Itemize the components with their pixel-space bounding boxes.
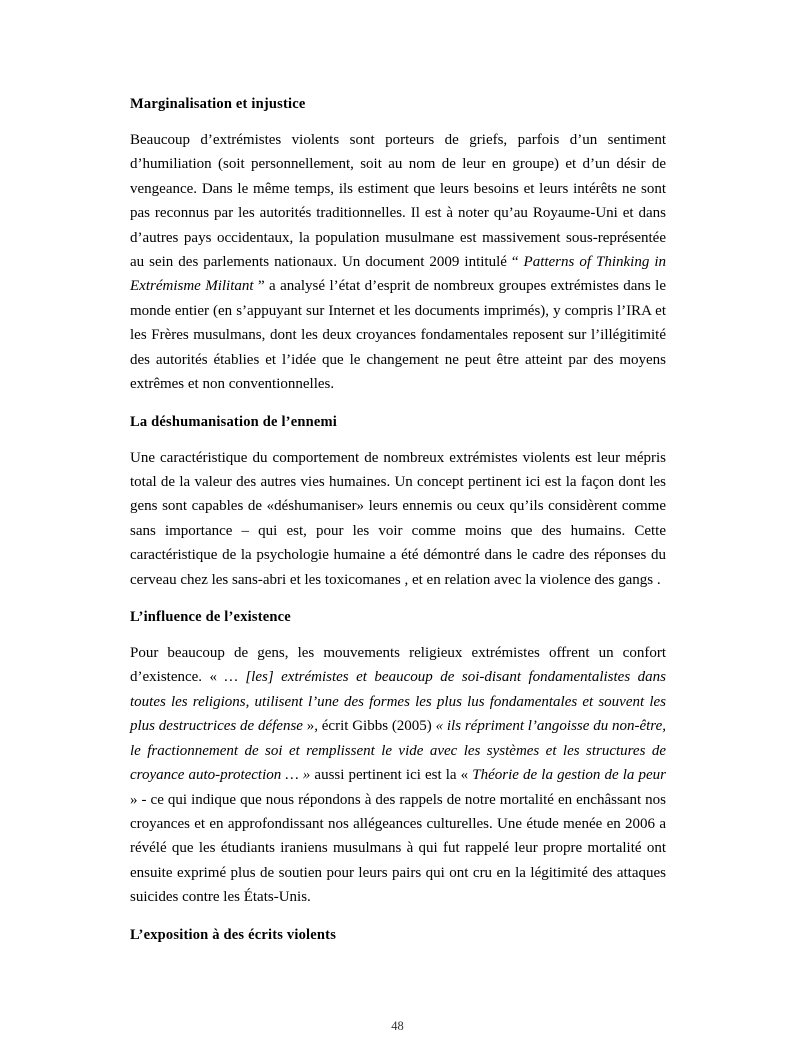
section-heading-influence: L’influence de l’existence [130,609,291,626]
page-content [130,95,666,959]
section-paragraph-marginalisation: Beaucoup d’extrémistes violents sont porteurs de griefs, parfois d’un sentiment d’humiliation (soit personnellement, soit au nom de leur en groupe) et d’un désir de vengeance. Dans le même temps, ils estiment que leurs besoins et leurs intérêts ne sont pas reconnus par les autorités traditionnelles. Il est à noter qu’au Royaume-Uni et dans d’autres pays occidentaux, la population musulmane est massivement sous-représentée au sein des parlements nationaux. Un document 2009 intitulé “ Patterns of Thinking in Extrémisme Militant ” a analysé l’état d’esprit de nombreux groupes extrémistes dans le monde entier (en s’appuyant sur Internet et les documents imprimés), y compris l’IRA et les Frères musulmans, dont les deux croyances fondamentales reposent sur l’illégitimité des autorités établies et l’idée que le changement ne peut être atteint par des moyens extrêmes et non conventionnelles. [130,131,666,393]
section-heading-deshumanisation: La déshumanisation de l’ennemi [130,413,338,430]
section-heading-marginalisation: Marginalisation et injustice [130,96,306,112]
section-paragraph-influence: Pour beaucoup de gens, les mouvements religieux extrémistes offrent un confort d’existence. « … [les] extrémistes et beaucoup de soi-disant fondamentalistes dans toutes les religions, utilisent l’une des formes les plus lus fondamentales et souvent les plus destructrices de défense », écrit Gibbs (2005) « ils répriment l’angoisse du non-être, le fractionnement de soi et remplissent le vide avec les systèmes et les structures de croyance auto-protection … » aussi pertinent ici est la « Théorie de la gestion de la peur » - ce qui indique que nous répondons à des rappels de notre mortalité en enchâssant nos croyances et en approfondissant nos allégeances culturelles. Une étude menée en 2006 a révélé que les étudiants iraniens musulmans à qui fut rappelé leur propre mortalité ont ensuite exprimé plus de soutien pour leurs pairs qui ont cru en la légitimité des attaques suicides contre les États-Unis. [130,644,667,906]
page-number: 48 [391,1019,404,1033]
section-paragraph-deshumanisation: Une caractéristique du comportement de nombreux extrémistes violents est leur mépris total de la valeur des autres vies humaines. Un concept pertinent ici est la façon dont les gens sont capables de «déshumaniser» leurs ennemis ou ceux qu’ils considèrent comme sans importance – qui est, pour les voir comme moins que des humains. Cette caractéristique de la psychologie humaine a été démontré dans le cadre des réponses du cerveau chez les sans-abri et les toxicomanes , et en relation avec la violence des gangs . [130,449,666,588]
section-heading-exposition: L’exposition à des écrits violents [130,926,337,943]
